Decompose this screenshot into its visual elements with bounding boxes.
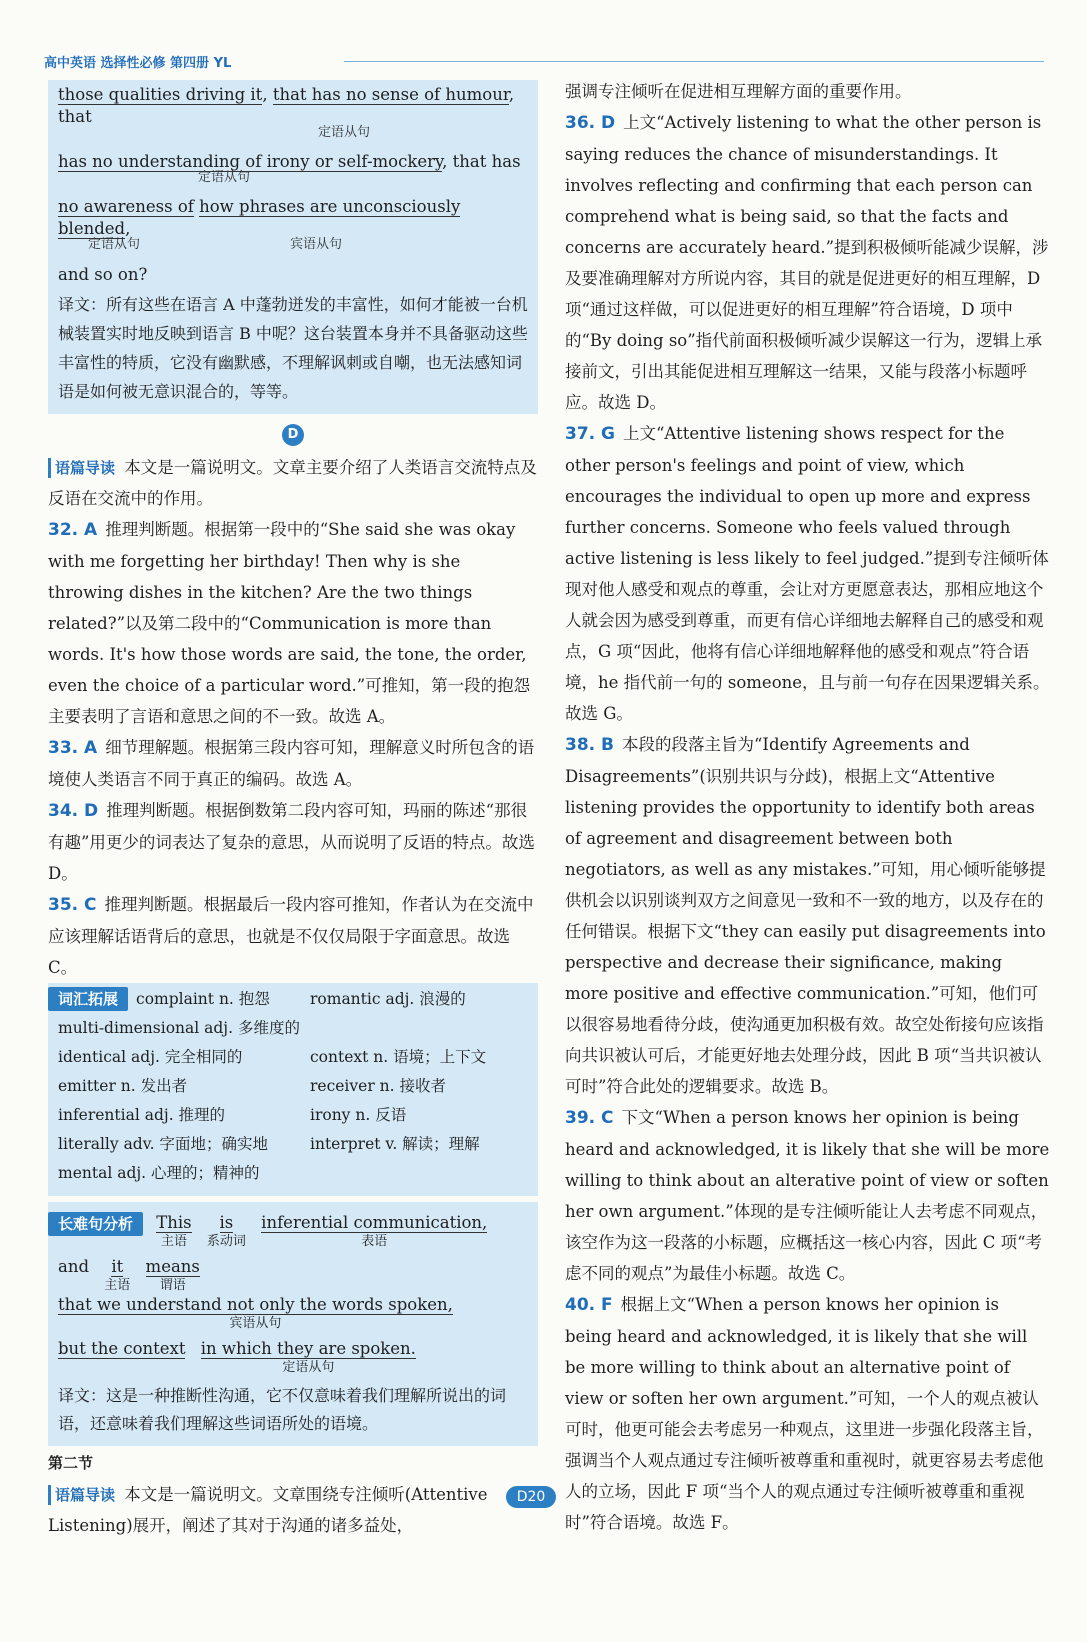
word: This <box>156 1213 192 1232</box>
section-title: 第二节 <box>48 1454 94 1472</box>
vocab-item: emitter n. 发出者 <box>58 1077 188 1095</box>
annotation: 表语 <box>361 1234 388 1249</box>
vocab-item <box>310 1014 528 1043</box>
phrase: , that <box>58 85 515 126</box>
intro-text: 本文是一篇说明文。文章主要介绍了人类语言交流特点及反语在交流中的作用。 <box>48 458 537 508</box>
word: that we understand not only the words spoken, <box>58 1295 453 1314</box>
answer-number: 36. D <box>565 113 616 133</box>
word: in which they are spoken. <box>200 1339 416 1358</box>
word: is <box>219 1213 234 1232</box>
intro-tag: 语篇导读 <box>48 458 119 478</box>
answer-number: 38. B <box>565 735 614 755</box>
answer-text: 本段的段落主旨为“Identify Agreements and Disagreements”(识别共识与分歧)，根据上文“Attentive listening provides the opportunity to identify both areas of agreement and disagreement between both negotiators, as well as any mistakes.”可知，用心倾听能够提供机会以识别谈判双方之间意见一致和不一致的地方，以及存在的任何错误。根据下文“they can easily put disagreements into perspective and decrease their significance, making more positive and effective communication.”可知，他们可以很容易地看待分歧，使沟通更加积极有效。故空处衔接句应该指向共识被认可后，才能更好地去处理分歧，因此 B 项“当共识被认可时”符合此处的逻辑要求。故选 B。 <box>565 735 1046 1096</box>
answer-text: 推理判断题。根据最后一段内容可推知，作者认为在交流中应该理解话语背后的意思，也就是不仅仅局限于字面意思。故选 C。 <box>48 895 534 977</box>
answer-40 <box>565 1289 1050 1538</box>
annotation: 系动词 <box>206 1234 246 1249</box>
vocab-item <box>310 1159 528 1188</box>
answer-number: 34. D <box>48 801 99 821</box>
annotation: 谓语 <box>159 1278 186 1293</box>
word: and <box>58 1257 90 1276</box>
answer-text: 根据上文“When a person knows her opinion is being heard and acknowledged, it is likely that she will be more willing to think about an alternative point of view or soften her own argument.”可知，一个人的观点被认可时，他更可能会去考虑另一种观点，这里进一步强化段落主旨，强调当个人观点通过专注倾听被尊重和重视时，就更容易去考虑他人的立场，因此 F 项“当个人的观点通过专注倾听被尊重和重视时”符合语境。故选 F。 <box>565 1295 1044 1532</box>
vocab-item: context n. 语境；上下文 <box>310 1048 487 1066</box>
answer-text: 推理判断题。根据倒数第二段内容可知，玛丽的陈述“那很有趣”用更少的词表达了复杂的意思，从而说明了反语的特点。故选 D。 <box>48 801 535 883</box>
vocab-grid <box>58 985 528 1188</box>
word: inferential communication, <box>261 1213 488 1232</box>
chunk <box>201 1338 416 1376</box>
sentence-row-1 <box>58 1212 528 1250</box>
answer-33 <box>48 732 538 795</box>
annotation: 宾语从句 <box>229 1316 282 1331</box>
answer-text: 细节理解题。根据第三段内容可知，理解意义时所包含的语境使人类语言不同于真正的编码。故选 A。 <box>48 738 535 789</box>
annotation: 宾语从句 <box>290 237 343 252</box>
answer-38 <box>565 729 1050 1102</box>
annotation-row <box>58 237 528 253</box>
phrase: that has no sense of humour <box>272 85 509 104</box>
annotation: 定语从句 <box>318 125 371 140</box>
answer-number: 40. F <box>565 1295 613 1315</box>
phrase: no awareness of <box>58 197 194 216</box>
chunk <box>58 1294 453 1332</box>
vocab-item: literally adv. 字面地；确实地 <box>58 1135 268 1153</box>
chunk <box>207 1212 246 1250</box>
long-sentence-tag: 长难句分析 <box>48 1212 143 1236</box>
chunk <box>104 1256 130 1294</box>
sentence-row-2 <box>58 1256 528 1332</box>
answer-number: 39. C <box>565 1108 614 1128</box>
answer-35 <box>48 889 538 983</box>
answer-32 <box>48 514 538 732</box>
header-rule <box>344 61 1044 62</box>
left-column <box>48 80 538 1541</box>
answer-34 <box>48 795 538 889</box>
continued-text: 强调专注倾听在促进相互理解方面的重要作用。 <box>565 82 912 101</box>
translation: 译文：所有这些在语言 A 中蓬勃迸发的丰富性，如何才能被一台机械装置实时地反映到语言 B 中呢？这台装置本身并不具备驱动这些丰富性的特质，它没有幽默感，不理解讽刺或自嘲，也无法感知词语是如何被无意识混合的，等等。 <box>58 295 528 401</box>
header-title: 高中英语 选择性必修 第四册 YL <box>44 56 232 71</box>
phrase: , that has <box>442 152 521 171</box>
analysis-line-3 <box>58 196 528 253</box>
word: it <box>111 1257 124 1276</box>
phrase: how phrases are unconsciously blended <box>58 197 461 238</box>
vocab-item: inferential adj. 推理的 <box>58 1106 226 1124</box>
passage-intro-2 <box>48 1479 538 1541</box>
answer-text: 推理判断题。根据第一段中的“She said she was okay with me forgetting her birthday! Then why is she throwing dishes in the kitchen? Are the two things related?”以及第二段中的“Communication is more than words. It's how those words are said, the tone, the order, even the choice of a particular word.”可推知，第一段的抱怨主要表明了言语和意思之间的不一致。故选 A。 <box>48 520 531 726</box>
comma: , <box>125 219 131 238</box>
answer-text: 上文“Attentive listening shows respect for the other person's feelings and point of view, which encourages the individual to open up more and express further concerns. Someone who feels valued through active listening is less likely to feel judged.”提到专注倾听体现对他人感受和观点的尊重，会让对方更愿意表达，那相应地这个人就会因为感受到尊重，而更有信心详细地去解释自己的感受和观点，G 项“因此，他将有信心详细地解释他的感受和观点”符合语境，he 指代前一句的 someone，且与前一句存在因果逻辑关系。故选 G。 <box>565 424 1050 723</box>
annotation: 定语从句 <box>282 1360 335 1375</box>
vocab-item: mental adj. 心理的；精神的 <box>58 1164 260 1182</box>
vocab-item: identical adj. 完全相同的 <box>58 1048 243 1066</box>
annotation: 主语 <box>104 1278 131 1293</box>
answer-37 <box>565 418 1050 729</box>
phrase: has no understanding of irony or self-mockery <box>58 152 443 171</box>
vocab-tag: 词汇拓展 <box>48 987 128 1011</box>
phrase: those qualities driving it <box>58 85 263 104</box>
comma: , <box>262 85 273 104</box>
passage-intro <box>48 452 538 514</box>
analysis-line-4: and so on? <box>58 265 148 284</box>
vocabulary-box <box>48 983 538 1196</box>
answer-number: 32. A <box>48 520 98 540</box>
answer-number: 33. A <box>48 738 98 758</box>
intro-text: 本文是一篇说明文。文章围绕专注倾听(Attentive Listening)展开，阐述了其对于沟通的诸多益处， <box>48 1485 488 1535</box>
word: means <box>145 1257 200 1276</box>
word: but the context <box>58 1339 186 1358</box>
answer-39 <box>565 1102 1050 1289</box>
chunk <box>58 1256 89 1278</box>
answer-text: 下文“When a person knows her opinion is being heard and acknowledged, it is likely that she will be more willing to think about an alterative point of view or soften her own argument.”体现的是专注倾听能让人去考虑不同观点，该空作为这一段落的小标题，应概括这一核心内容，因此 C 项“考虑不同的观点”为最佳小标题。故选 C。 <box>565 1108 1050 1283</box>
chunk <box>146 1256 200 1294</box>
vocab-item: interpret v. 解读；理解 <box>310 1135 480 1153</box>
right-column <box>565 76 1050 1538</box>
long-sentence-box <box>48 1202 538 1446</box>
sentence-translation: 译文：这是一种推断性沟通，它不仅意味着我们理解所说出的词语，还意味着我们理解这些词语所处的语境。 <box>58 1386 507 1433</box>
vocab-item <box>58 985 310 1014</box>
chunk <box>58 1338 185 1360</box>
chunk <box>261 1212 487 1250</box>
answer-number: 35. C <box>48 895 97 915</box>
vocab-item: romantic adj. 浪漫的 <box>310 990 466 1008</box>
sentence-row-3 <box>58 1338 528 1376</box>
page-header <box>44 52 1044 74</box>
annotation: 定语从句 <box>88 237 141 252</box>
passage-label: D <box>282 424 304 446</box>
annotation: 定语从句 <box>198 170 251 185</box>
vocab-item: irony n. 反语 <box>310 1106 407 1124</box>
answer-36 <box>565 107 1050 418</box>
answer-text: 上文“Actively listening to what the other person is saying reduces the chance of misunderstandings. It involves reflecting and confirming that each person can comprehend what is being said, so that the facts and concerns are accurately heard.”提到积极倾听能减少误解，涉及要准确理解对方所说内容，其目的就是促进更好的相互理解，D 项“通过这样做，可以促进更好的相互理解”符合语境，D 项中的“By doing so”指代前面积极倾听减少误解这一行为，逻辑上承接前文，引出其能促进相互理解这一结果，又能与段落小标题呼应。故选 D。 <box>565 113 1049 412</box>
vocab-item: multi-dimensional adj. 多维度的 <box>58 1019 300 1037</box>
analysis-line-2 <box>58 151 528 186</box>
intro-tag: 语篇导读 <box>48 1485 119 1505</box>
analysis-line-1 <box>58 84 528 141</box>
annotation: 主语 <box>160 1234 187 1249</box>
vocab-item: receiver n. 接收者 <box>310 1077 446 1095</box>
sentence-analysis-box <box>48 80 538 414</box>
vocab-text: complaint n. 抱怨 <box>136 990 270 1008</box>
answer-number: 37. G <box>565 424 615 444</box>
chunk <box>156 1212 191 1250</box>
page-number: D20 <box>506 1486 556 1508</box>
